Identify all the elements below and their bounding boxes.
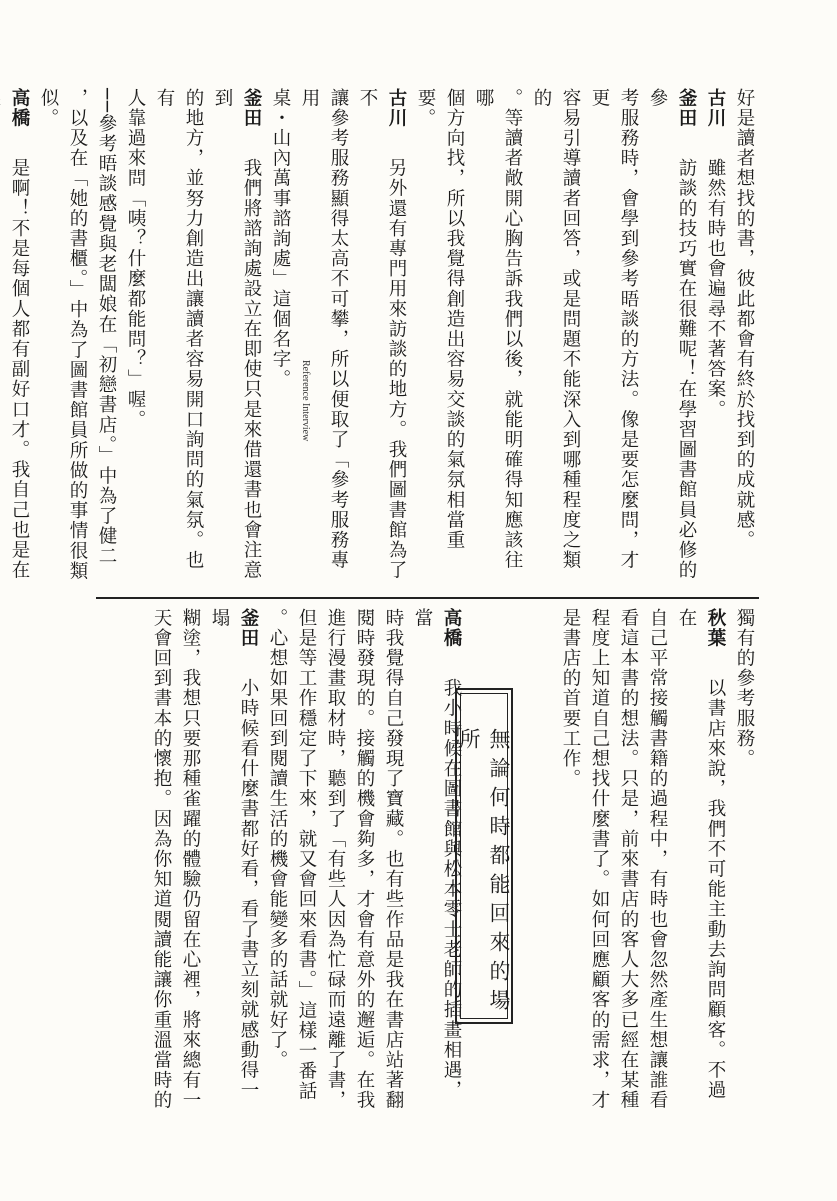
column-text: 雖然有時也會遍尋不著答案。 xyxy=(705,158,726,420)
section-divider xyxy=(96,597,759,599)
column-text: 我小時候在圖書館與松本零士老師的插畫相遇，當 xyxy=(412,608,462,1101)
column-text: 以書店來說，我們不可能主動去詢問顧客。不過在 xyxy=(676,608,726,1101)
speaker-name: 古川 xyxy=(705,88,726,129)
text-column xyxy=(585,88,643,588)
column-text: 進行漫畫取材時，聽到了「有些人因為忙碌而遠離了書， xyxy=(325,608,346,1111)
section-title: 無論何時都能回來的場所 xyxy=(460,693,508,1019)
column-text: 似。 xyxy=(38,88,59,129)
column-text: 天會回到書本的懷抱。因為你知道閱讀能讓你重溫當時的 xyxy=(151,608,172,1111)
column-text: 我們將諮詢處設立在即使只是來借還書也會注意到 xyxy=(212,88,262,581)
text-column xyxy=(379,608,408,1113)
text-column xyxy=(672,608,730,1113)
column-text: 糊塗，我想只要那種雀躍的體驗仍留在心裡，將來總有一 xyxy=(180,608,201,1111)
column-text: 看這本書的想法。只是，前來書店的客人大多已經在某種 xyxy=(618,608,639,1111)
bottom-text-block xyxy=(99,608,759,1113)
column-text: 但是等工作穩定了下來，就又會回來看書。」這樣一番話 xyxy=(296,608,317,1102)
column-text: 時我覺得自己發現了寶藏。也有些作品是我在書店站著翻 xyxy=(383,608,404,1111)
column-text: ──參考晤談感覺與老闆娘在「初戀書店。」中為了健二 xyxy=(96,88,117,567)
text-column xyxy=(63,88,92,588)
column-text: 小時候看什麼書都好看，看了書立刻就感動得一塌 xyxy=(209,608,259,1101)
text-column xyxy=(643,88,701,588)
text-column xyxy=(266,88,295,588)
text-column xyxy=(92,88,121,588)
ruby-annotation: Reference Interview xyxy=(300,360,311,442)
column-text: 另外還有專門用來訪談的地方。我們圖書館為了不 xyxy=(357,88,407,581)
column-text: 程度上知道自己想找什麼書了。如何回應顧客的需求，才 xyxy=(589,608,610,1111)
text-column xyxy=(527,88,585,588)
column-text: 閱時發現的。接觸的機會夠多，才會有意外的邂逅。在我 xyxy=(354,608,375,1111)
column-text: 人靠過來問「咦？什麼都能問？」喔。 xyxy=(125,88,146,430)
text-column xyxy=(176,608,205,1113)
column-text: 容易引導讀者回答，或是問題不能深入到哪種程度之類的 xyxy=(531,88,581,571)
text-column xyxy=(469,88,527,588)
column-text: 個方向找，所以我覺得創造出容易交談的氣氛相當重要。 xyxy=(415,88,465,551)
text-column xyxy=(321,608,350,1113)
text-column xyxy=(292,608,321,1113)
text-column xyxy=(643,608,672,1113)
column-text: ，以及在「她的書櫃。」中為了圖書館員所做的事情很類 xyxy=(67,88,88,582)
top-text-block xyxy=(9,88,759,588)
column-text: 自己平常接觸書籍的過程中，有時也會忽然產生想讓誰看 xyxy=(647,608,668,1111)
text-column xyxy=(205,608,263,1113)
text-column xyxy=(585,608,614,1113)
column-text: 的地方，並努力創造出讓讀者容易開口詢問的氣氛。也有 xyxy=(154,88,204,571)
text-column xyxy=(730,88,759,588)
speaker-name: 高橋 xyxy=(441,608,462,649)
speaker-name: 高橋 xyxy=(9,88,30,129)
text-column xyxy=(263,608,292,1113)
section-title-box xyxy=(455,688,513,1024)
text-column xyxy=(121,88,150,588)
column-text: 桌・山內萬事諮詢處」這個名字。 xyxy=(270,88,291,390)
text-column xyxy=(701,88,730,588)
speaker-name: 釜田 xyxy=(676,88,697,129)
text-column xyxy=(730,608,759,1113)
text-column xyxy=(614,608,643,1113)
column-text: 。等讀者敞開心胸告訴我們以後，就能明確得知應該往哪 xyxy=(473,88,523,571)
text-column xyxy=(150,88,208,588)
speaker-name: 釜田 xyxy=(238,608,259,649)
column-text: 考服務時，會學到參考晤談的方法。像是要怎麼問，才更 xyxy=(589,88,639,571)
speaker-name: 古川 xyxy=(386,88,407,129)
text-column xyxy=(295,88,353,588)
column-text: 讓參考服務顯得太高不可攀，所以便取了「參考服務專用 xyxy=(299,88,349,571)
text-column xyxy=(147,608,176,1113)
column-text: 訪談的技巧實在很難呢！在學習圖書館員必修的參 xyxy=(647,88,697,581)
text-column xyxy=(0,88,34,588)
text-column xyxy=(353,88,411,588)
column-text: 是啊！不是每個人都有副好口才。我自己也是在 xyxy=(9,158,30,581)
text-column xyxy=(556,608,585,1113)
column-text: 。心想如果回到閱讀生活的機會能變多的話就好了。 xyxy=(267,608,288,1071)
text-column xyxy=(411,88,469,588)
column-text: 獨有的參考服務。 xyxy=(734,608,755,769)
speaker-name: 釜田 xyxy=(241,88,262,129)
column-text: 好是讀者想找的書，彼此都會有終於找到的成就感。 xyxy=(734,88,755,551)
speaker-name: 秋葉 xyxy=(705,608,726,649)
text-column xyxy=(208,88,266,588)
text-column xyxy=(350,608,379,1113)
column-text: 是書店的首要工作。 xyxy=(560,608,581,789)
text-column xyxy=(34,88,63,588)
